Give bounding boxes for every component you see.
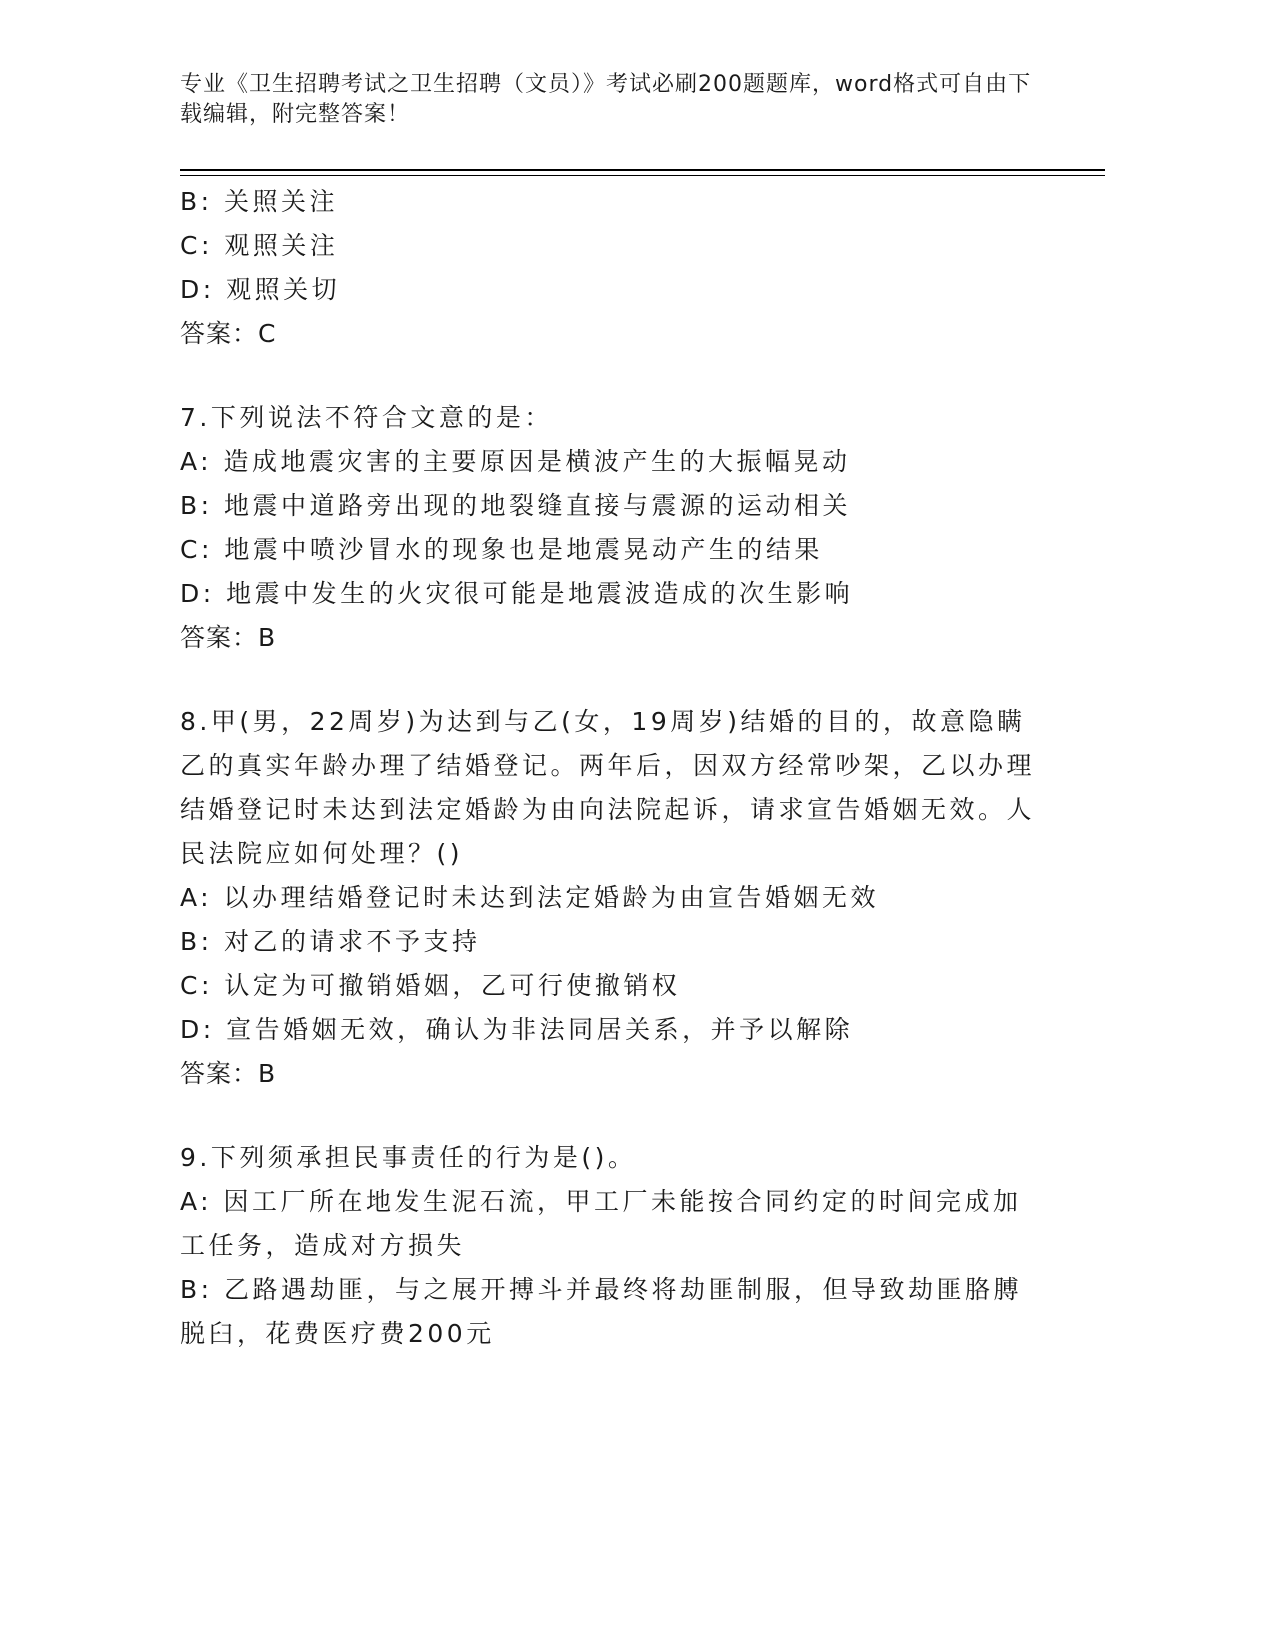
question-7 (180, 396, 1040, 660)
question-8 (180, 700, 1040, 1096)
option-a: A: 造成地震灾害的主要原因是横波产生的大振幅晃动 (180, 447, 851, 476)
question-stem: 9.下列须承担民事责任的行为是()。 (180, 1143, 637, 1172)
document-header: 专业《卫生招聘考试之卫生招聘（文员）》考试必刷200题题库，word格式可自由下载编辑，附完整答案！ (180, 72, 1032, 127)
question-stem: 8.甲(男，22周岁)为达到与乙(女，19周岁)结婚的目的，故意隐瞒乙的真实年龄办理了结婚登记。两年后，因双方经常吵架，乙以办理结婚登记时未达到法定婚龄为由向法院起诉，请求宣告婚姻无效。人民法院应如何处理？() (180, 707, 1036, 868)
answer-line: 答案：B (180, 623, 277, 652)
option-c: C: 地震中喷沙冒水的现象也是地震晃动产生的结果 (180, 535, 823, 564)
answer-line: 答案：C (180, 319, 277, 348)
option-d: D: 地震中发生的火灾很可能是地震波造成的次生影响 (180, 579, 854, 608)
document-body (180, 180, 1040, 1356)
option-b: B: 对乙的请求不予支持 (180, 927, 481, 956)
option-a: A: 因工厂所在地发生泥石流，甲工厂未能按合同约定的时间完成加工任务，造成对方损失 (180, 1187, 1022, 1260)
option-b: B: 地震中道路旁出现的地裂缝直接与震源的运动相关 (180, 491, 852, 520)
question-6-continuation (180, 180, 1040, 356)
option-c: C: 观照关注 (180, 231, 339, 260)
option-b: B: 关照关注 (180, 187, 339, 216)
option-a: A: 以办理结婚登记时未达到法定婚龄为由宣告婚姻无效 (180, 883, 880, 912)
option-b: B: 乙路遇劫匪，与之展开搏斗并最终将劫匪制服，但导致劫匪胳膊脱臼，花费医疗费200元 (180, 1275, 1023, 1348)
header-divider-thin (180, 175, 1105, 176)
option-c: C: 认定为可撤销婚姻，乙可行使撤销权 (180, 971, 681, 1000)
question-9 (180, 1136, 1040, 1356)
option-d: D: 宣告婚姻无效，确认为非法同居关系，并予以解除 (180, 1015, 854, 1044)
header-divider (180, 169, 1105, 171)
option-d: D: 观照关切 (180, 275, 341, 304)
question-stem: 7.下列说法不符合文意的是： (180, 403, 553, 432)
answer-line: 答案：B (180, 1059, 277, 1088)
